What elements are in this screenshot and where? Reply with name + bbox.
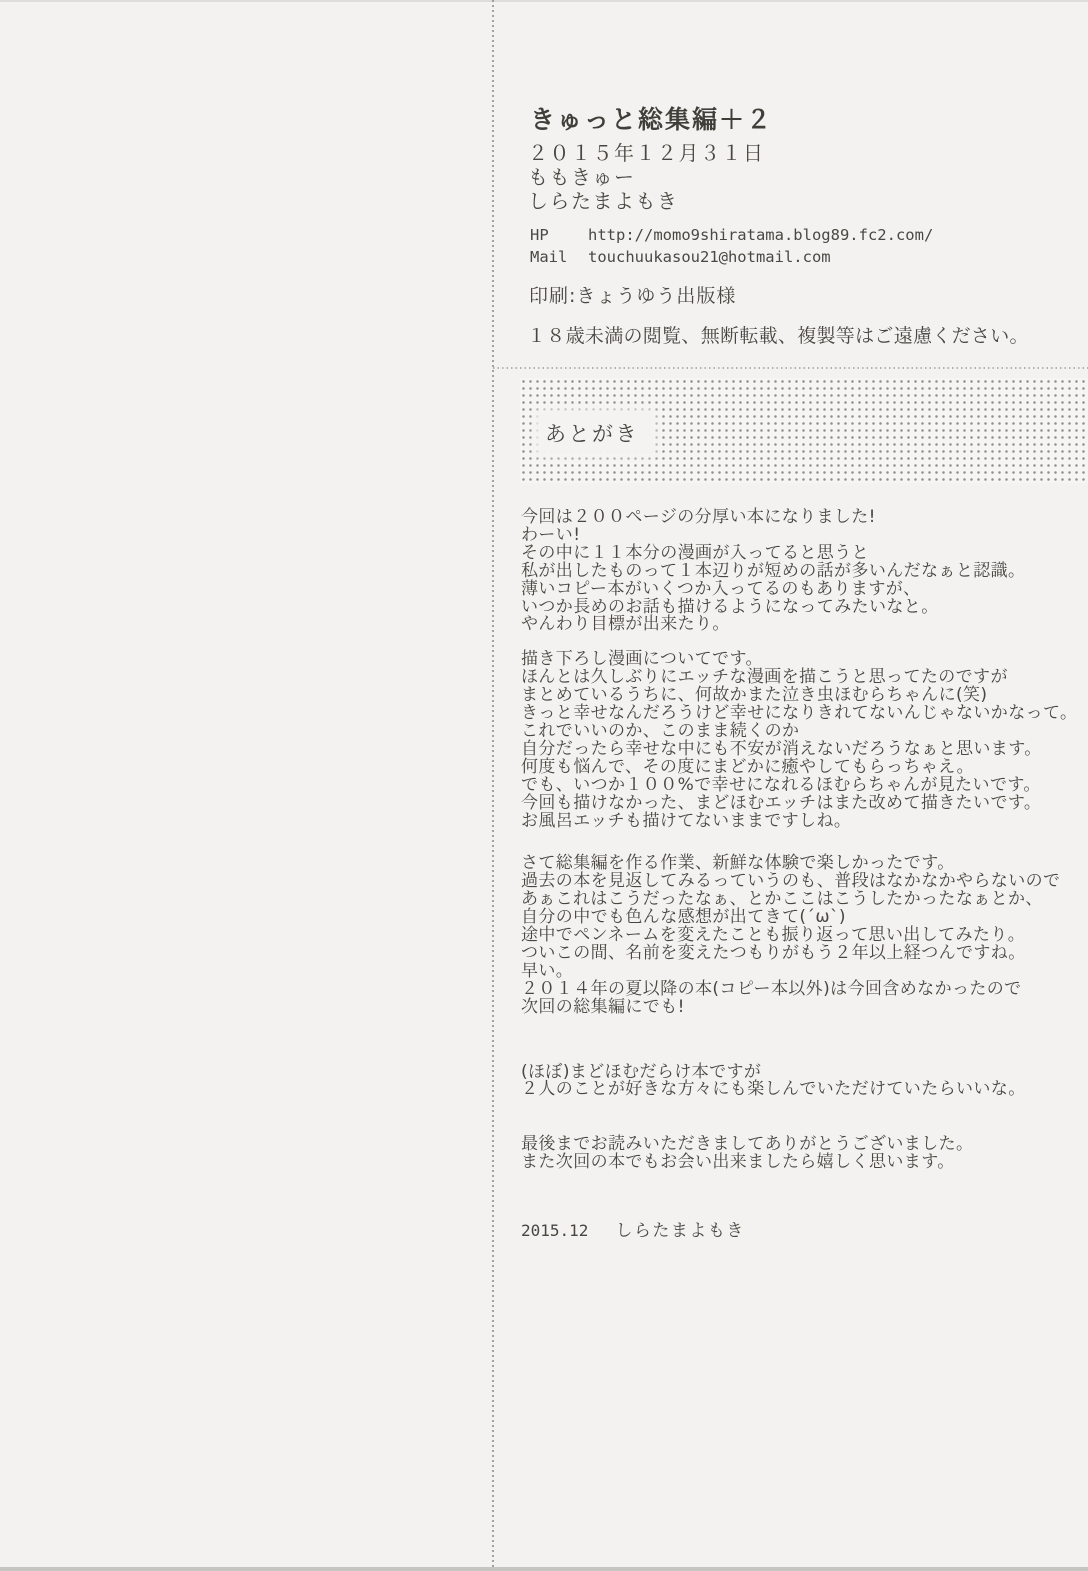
publish-date: ２０１５年１２月３１日 [528, 141, 765, 165]
book-title: きゅっと総集編＋２ [530, 105, 774, 134]
circle-name: ももきゅー [528, 165, 636, 189]
age-restriction-notice: １８歳未満の閲覧、無断転載、複製等はご遠慮ください。 [527, 325, 1029, 347]
text-line: ほんとは久しぶりにエッチな漫画を描こうと思ってたのですが [521, 667, 1008, 688]
text-line: 最後までお読みいただきましてありがとうございました。 [521, 1134, 974, 1155]
text-line: 描き下ろし漫画についてです。 [521, 649, 763, 670]
page-bottom-edge [0, 1567, 1088, 1571]
section-dotted-rule [493, 367, 1088, 369]
afterword-halftone-band [520, 378, 1088, 483]
text-line: きっと幸せなんだろうけど幸せになりきれてないんじゃないかなって。 [521, 703, 1078, 724]
text-line: さて総集編を作る作業、新鮮な体験で楽しかったです。 [521, 853, 955, 874]
text-line: 早い。 [521, 960, 574, 981]
afterword-body [521, 509, 1086, 1241]
text-line: 次回の総集編にでも! [521, 996, 685, 1017]
author-name: しらたまよもき [528, 189, 679, 213]
text-line: 過去の本を見返してみるっていうのも、普段はなかなかやらないので [521, 871, 1061, 892]
fold-dotted-divider [492, 0, 494, 1571]
text-line: いつか長めのお話も描けるようになってみたいなと。 [521, 596, 939, 617]
mail-label: Mail [530, 248, 568, 266]
text-line: ついこの間、名前を変えたつもりがもう２年以上経つんですね。 [521, 942, 1026, 963]
text-line: 途中でペンネームを変えたことも振り返って思い出してみたり。 [521, 925, 1026, 946]
signature-name: しらたまよもき [615, 1221, 745, 1242]
text-line: 薄いコピー本がいくつか入ってるのもありますが、 [521, 578, 921, 599]
text-line: わーい! [521, 524, 581, 545]
text-line: 今回も描けなかった、まどほむエッチはまた改めて描きたいです。 [521, 792, 1042, 813]
contact-info [530, 224, 933, 268]
text-line: その中に１１本分の漫画が入ってると思うと [521, 542, 869, 563]
text-line: 自分の中でも色んな感想が出てきて(´ω`) [521, 907, 846, 928]
text-line: 自分だったら幸せな中にも不安が消えないだろうなぁと思います。 [521, 738, 1042, 759]
hp-label: HP [530, 226, 549, 244]
mail-row [530, 246, 933, 268]
text-line: やんわり目標が出来たり。 [521, 614, 730, 635]
afterword-paragraph [521, 855, 1086, 1016]
afterword-paragraph [521, 509, 1086, 634]
text-line: また次回の本でもお会い出来ましたら嬉しく思います。 [521, 1152, 955, 1173]
text-line: (ほぼ)まどほむだらけ本ですが [521, 1061, 762, 1082]
afterword-heading: あとがき [540, 414, 651, 452]
printer-info: 印刷:きょうゆう出版様 [529, 285, 737, 307]
afterword-paragraph [521, 1061, 1086, 1100]
text-line: ２０１４年の夏以降の本(コピー本以外)は今回含めなかったので [521, 978, 1022, 999]
signature-date: 2015.12 [521, 1221, 589, 1241]
text-line: でも、いつか１００%で幸せになれるほむらちゃんが見たいです。 [521, 774, 1041, 795]
afterword-paragraph [521, 1136, 1086, 1172]
text-line: まとめているうちに、何故かまた泣き虫ほむらちゃんに(笑) [521, 685, 988, 706]
text-line: ２人のことが好きな方々にも楽しんでいただけていたらいいな。 [521, 1079, 1026, 1100]
publication-info [528, 141, 765, 213]
signature [521, 1216, 1086, 1241]
text-line: お風呂エッチも描けてないままですしね。 [521, 810, 852, 831]
hp-url: http://momo9shiratama.blog89.fc2.com/ [588, 226, 934, 244]
text-line: 何度も悩んで、その度にまどかに癒やしてもらっちゃえ。 [521, 756, 975, 777]
afterword-paragraph [521, 651, 1086, 830]
text-line: 今回は２００ページの分厚い本になりました! [521, 507, 876, 527]
mail-address: touchuukasou21@hotmail.com [588, 248, 831, 266]
text-line: 私が出したものって１本辺りが短めの話が多いんだなぁと認識。 [521, 560, 1026, 581]
left-blank-margin [0, 0, 492, 1571]
text-line: これでいいのか、このまま続くのか [521, 720, 800, 741]
hp-row [530, 224, 933, 246]
text-line: あぁこれはこうだったなぁ、とかここはこうしたかったなぁとか、 [521, 889, 1043, 910]
